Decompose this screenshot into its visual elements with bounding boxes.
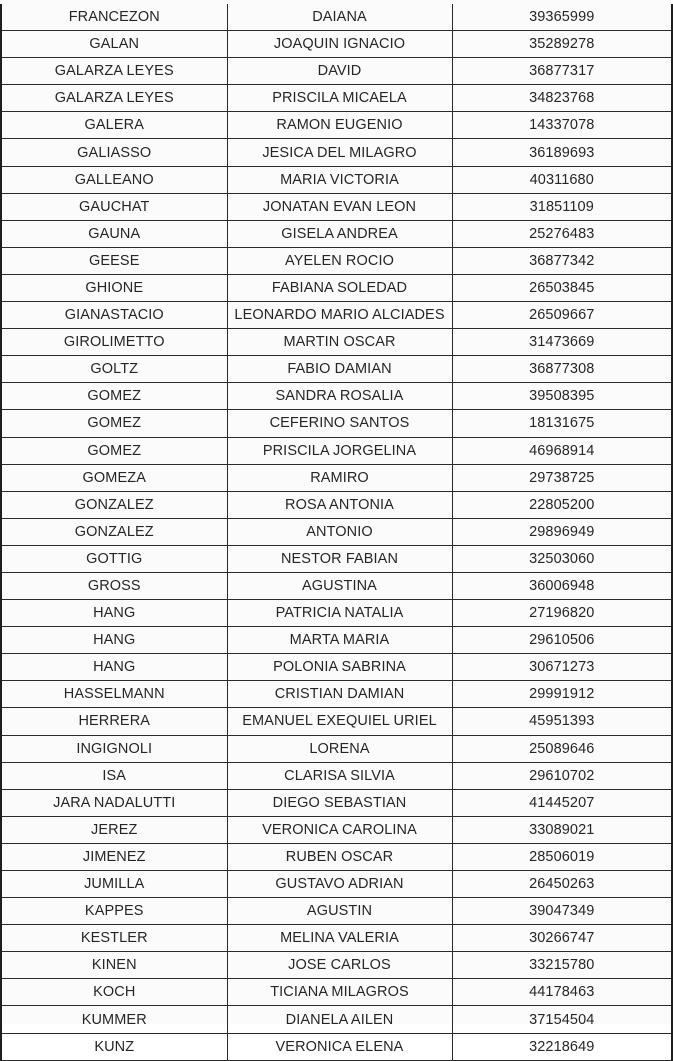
given-names-cell: PRISCILA MICAELA [227, 85, 452, 112]
document-number-cell: 36189693 [452, 139, 672, 166]
surname-cell: GOLTZ [1, 356, 227, 383]
table-row [1, 112, 672, 139]
document-number-cell: 31473669 [452, 329, 672, 356]
document-number-cell: 14337078 [452, 112, 672, 139]
given-names-cell: RAMIRO [227, 464, 452, 491]
table-row [1, 220, 672, 247]
surname-cell: GALIASSO [1, 139, 227, 166]
surname-cell: GEESE [1, 247, 227, 274]
document-number-cell: 40311680 [452, 166, 672, 193]
surname-cell: HASSELMANN [1, 681, 227, 708]
given-names-cell: AYELEN ROCIO [227, 247, 452, 274]
given-names-cell: RUBEN OSCAR [227, 843, 452, 870]
document-number-cell: 26503845 [452, 274, 672, 301]
document-number-cell: 27196820 [452, 600, 672, 627]
table-row [1, 789, 672, 816]
document-number-cell: 26450263 [452, 871, 672, 898]
document-number-cell: 39047349 [452, 898, 672, 925]
table-row [1, 437, 672, 464]
table-row [1, 871, 672, 898]
surname-cell: GHIONE [1, 274, 227, 301]
surname-cell: ISA [1, 762, 227, 789]
document-number-cell: 45951393 [452, 708, 672, 735]
surname-cell: KINEN [1, 952, 227, 979]
table-row [1, 247, 672, 274]
surname-cell: JIMENEZ [1, 843, 227, 870]
given-names-cell: DIANELA AILEN [227, 1006, 452, 1033]
surname-cell: GROSS [1, 572, 227, 599]
table-row [1, 627, 672, 654]
surname-cell: KESTLER [1, 925, 227, 952]
surname-cell: GIANASTACIO [1, 302, 227, 329]
surname-cell: HERRERA [1, 708, 227, 735]
given-names-cell: CEFERINO SANTOS [227, 410, 452, 437]
roster-table-body [1, 4, 672, 1060]
surname-cell: HANG [1, 600, 227, 627]
table-row [1, 85, 672, 112]
given-names-cell: MELINA VALERIA [227, 925, 452, 952]
surname-cell: INGIGNOLI [1, 735, 227, 762]
table-row [1, 193, 672, 220]
given-names-cell: MARTIN OSCAR [227, 329, 452, 356]
table-row [1, 545, 672, 572]
document-number-cell: 25276483 [452, 220, 672, 247]
table-row [1, 166, 672, 193]
surname-cell: JEREZ [1, 816, 227, 843]
surname-cell: GOMEZ [1, 383, 227, 410]
document-number-cell: 29610702 [452, 762, 672, 789]
surname-cell: GIROLIMETTO [1, 329, 227, 356]
given-names-cell: ANTONIO [227, 518, 452, 545]
table-row [1, 708, 672, 735]
surname-cell: GALAN [1, 31, 227, 58]
document-number-cell: 30671273 [452, 654, 672, 681]
given-names-cell: FABIANA SOLEDAD [227, 274, 452, 301]
surname-cell: KOCH [1, 979, 227, 1006]
document-number-cell: 29896949 [452, 518, 672, 545]
table-row [1, 464, 672, 491]
given-names-cell: CRISTIAN DAMIAN [227, 681, 452, 708]
surname-cell: KAPPES [1, 898, 227, 925]
surname-cell: HANG [1, 627, 227, 654]
document-number-cell: 32503060 [452, 545, 672, 572]
document-number-cell: 33215780 [452, 952, 672, 979]
surname-cell: GONZALEZ [1, 491, 227, 518]
given-names-cell: EMANUEL EXEQUIEL URIEL [227, 708, 452, 735]
given-names-cell: DAIANA [227, 4, 452, 31]
document-number-cell: 34823768 [452, 85, 672, 112]
table-row [1, 491, 672, 518]
document-number-cell: 28506019 [452, 843, 672, 870]
table-row [1, 329, 672, 356]
surname-cell: GALERA [1, 112, 227, 139]
table-row [1, 843, 672, 870]
given-names-cell: FABIO DAMIAN [227, 356, 452, 383]
document-number-cell: 35289278 [452, 31, 672, 58]
document-number-cell: 31851109 [452, 193, 672, 220]
table-row [1, 1033, 672, 1060]
table-row [1, 979, 672, 1006]
table-row [1, 735, 672, 762]
given-names-cell: PATRICIA NATALIA [227, 600, 452, 627]
given-names-cell: VERONICA CAROLINA [227, 816, 452, 843]
given-names-cell: NESTOR FABIAN [227, 545, 452, 572]
given-names-cell: VERONICA ELENA [227, 1033, 452, 1060]
table-row [1, 31, 672, 58]
document-number-cell: 18131675 [452, 410, 672, 437]
given-names-cell: ROSA ANTONIA [227, 491, 452, 518]
surname-cell: GONZALEZ [1, 518, 227, 545]
surname-cell: GOTTIG [1, 545, 227, 572]
surname-cell: JARA NADALUTTI [1, 789, 227, 816]
table-row [1, 356, 672, 383]
document-number-cell: 22805200 [452, 491, 672, 518]
given-names-cell: DIEGO SEBASTIAN [227, 789, 452, 816]
document-number-cell: 36006948 [452, 572, 672, 599]
table-row [1, 518, 672, 545]
given-names-cell: PRISCILA JORGELINA [227, 437, 452, 464]
table-row [1, 383, 672, 410]
surname-cell: KUNZ [1, 1033, 227, 1060]
document-number-cell: 26509667 [452, 302, 672, 329]
given-names-cell: AGUSTIN [227, 898, 452, 925]
table-row [1, 410, 672, 437]
surname-cell: JUMILLA [1, 871, 227, 898]
document-number-cell: 33089021 [452, 816, 672, 843]
table-row [1, 898, 672, 925]
table-row [1, 139, 672, 166]
surname-cell: GALLEANO [1, 166, 227, 193]
document-number-cell: 46968914 [452, 437, 672, 464]
surname-cell: GOMEZ [1, 437, 227, 464]
given-names-cell: JONATAN EVAN LEON [227, 193, 452, 220]
table-row [1, 654, 672, 681]
given-names-cell: RAMON EUGENIO [227, 112, 452, 139]
given-names-cell: CLARISA SILVIA [227, 762, 452, 789]
given-names-cell: JESICA DEL MILAGRO [227, 139, 452, 166]
surname-cell: GAUNA [1, 220, 227, 247]
table-row [1, 600, 672, 627]
given-names-cell: GUSTAVO ADRIAN [227, 871, 452, 898]
surname-cell: GALARZA LEYES [1, 85, 227, 112]
table-row [1, 925, 672, 952]
table-row [1, 58, 672, 85]
surname-cell: GAUCHAT [1, 193, 227, 220]
given-names-cell: SANDRA ROSALIA [227, 383, 452, 410]
table-row [1, 1006, 672, 1033]
document-number-cell: 41445207 [452, 789, 672, 816]
document-number-cell: 37154504 [452, 1006, 672, 1033]
surname-cell: HANG [1, 654, 227, 681]
document-number-cell: 36877308 [452, 356, 672, 383]
given-names-cell: MARIA VICTORIA [227, 166, 452, 193]
given-names-cell: JOAQUIN IGNACIO [227, 31, 452, 58]
table-row [1, 4, 672, 31]
document-number-cell: 44178463 [452, 979, 672, 1006]
surname-cell: KUMMER [1, 1006, 227, 1033]
table-row [1, 302, 672, 329]
given-names-cell: AGUSTINA [227, 572, 452, 599]
given-names-cell: TICIANA MILAGROS [227, 979, 452, 1006]
given-names-cell: JOSE CARLOS [227, 952, 452, 979]
given-names-cell: LORENA [227, 735, 452, 762]
document-number-cell: 29991912 [452, 681, 672, 708]
given-names-cell: DAVID [227, 58, 452, 85]
document-number-cell: 39508395 [452, 383, 672, 410]
document-number-cell: 29610506 [452, 627, 672, 654]
table-row [1, 681, 672, 708]
document-number-cell: 36877317 [452, 58, 672, 85]
surname-cell: GALARZA LEYES [1, 58, 227, 85]
table-row [1, 762, 672, 789]
surname-cell: FRANCEZON [1, 4, 227, 31]
table-row [1, 952, 672, 979]
document-number-cell: 39365999 [452, 4, 672, 31]
document-number-cell: 25089646 [452, 735, 672, 762]
table-row [1, 816, 672, 843]
given-names-cell: GISELA ANDREA [227, 220, 452, 247]
table-row [1, 572, 672, 599]
document-number-cell: 32218649 [452, 1033, 672, 1060]
given-names-cell: LEONARDO MARIO ALCIADES [227, 302, 452, 329]
surname-cell: GOMEZA [1, 464, 227, 491]
given-names-cell: MARTA MARIA [227, 627, 452, 654]
roster-table [0, 4, 673, 1061]
given-names-cell: POLONIA SABRINA [227, 654, 452, 681]
document-number-cell: 29738725 [452, 464, 672, 491]
surname-cell: GOMEZ [1, 410, 227, 437]
document-number-cell: 30266747 [452, 925, 672, 952]
document-number-cell: 36877342 [452, 247, 672, 274]
table-row [1, 274, 672, 301]
